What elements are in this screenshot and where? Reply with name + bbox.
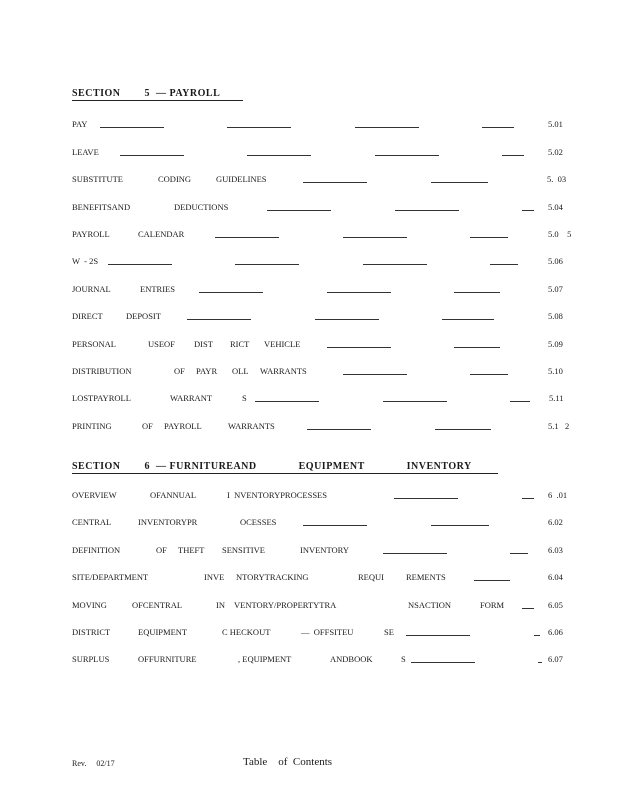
toc-entry-5-01[interactable] (72, 119, 592, 131)
page-number: 5. 03 (547, 174, 567, 184)
leader-line (431, 182, 488, 183)
toc-entry-5-05[interactable] (72, 229, 592, 241)
leader-line (327, 292, 391, 293)
page-number: 5.08 (548, 311, 563, 321)
toc-entry-label: I NVENTORYPROCESSES (227, 490, 327, 500)
toc-entry-label: SE (384, 627, 394, 637)
toc-entry-label: FORM (480, 600, 505, 610)
leader-line (406, 635, 470, 636)
toc-entry-label: INVENTORYPR (138, 517, 198, 527)
toc-entry-6-01[interactable] (72, 490, 592, 502)
page-number: 6.03 (548, 545, 563, 555)
leader-line (522, 498, 534, 499)
leader-line (235, 264, 299, 265)
leader-line (383, 553, 447, 554)
section-5-heading: SECTION 5 — PAYROLL (72, 88, 243, 101)
toc-entry-label: INVENTORY (300, 545, 349, 555)
leader-line (534, 635, 540, 636)
toc-entry-label: IN (216, 600, 225, 610)
toc-entry-label: ANDBOOK (330, 654, 373, 664)
toc-entry-label: REMENTS (406, 572, 446, 582)
leader-line (120, 155, 184, 156)
toc-entry-5-07[interactable] (72, 284, 592, 296)
toc-entry-label: , EQUIPMENT (238, 654, 292, 664)
toc-entry-label: OF (156, 545, 167, 555)
toc-entry-label: — OFFSITEU (301, 627, 354, 637)
toc-entry-5-09[interactable] (72, 339, 592, 351)
page-number: 6 .01 (548, 490, 568, 500)
page-number: 5.10 (548, 366, 563, 376)
leader-line (303, 182, 367, 183)
toc-entry-6-02[interactable] (72, 517, 592, 529)
toc-entry-label: OF (174, 366, 185, 376)
leader-line (199, 292, 263, 293)
footer-title: Table of Contents (243, 756, 333, 768)
toc-entry-5-03[interactable] (72, 174, 592, 186)
leader-line (522, 210, 534, 211)
toc-entry-5-12[interactable] (72, 421, 592, 433)
toc-entry-label: ENTRIES (140, 284, 175, 294)
leader-line (454, 292, 500, 293)
leader-line (255, 401, 319, 402)
page-number: 5.09 (548, 339, 563, 349)
revision-label: Rev. 02/17 (72, 759, 115, 768)
toc-entry-label: THEFT (178, 545, 205, 555)
toc-entry-label: PAYROLL (72, 229, 110, 239)
toc-entry-label: JOURNAL (72, 284, 111, 294)
leader-line (522, 608, 534, 609)
toc-entry-6-06[interactable] (72, 627, 592, 639)
toc-entry-label: SUBSTITUTE (72, 174, 123, 184)
leader-line (343, 374, 407, 375)
toc-entry-6-07[interactable] (72, 654, 592, 666)
toc-entry-label: LOSTPAYROLL (72, 393, 131, 403)
toc-entry-label: WARRANT (170, 393, 213, 403)
toc-entry-label: CALENDAR (138, 229, 185, 239)
leader-line (431, 525, 489, 526)
leader-line (395, 210, 459, 211)
toc-entry-label: DEFINITION (72, 545, 121, 555)
leader-line (187, 319, 251, 320)
toc-entry-label: BENEFITSAND (72, 202, 131, 212)
toc-entry-label: CENTRAL (72, 517, 112, 527)
toc-entry-label: LEAVE (72, 147, 99, 157)
leader-line (510, 401, 530, 402)
toc-entry-label: WARRANTS (260, 366, 307, 376)
toc-entry-label: W - 2S (72, 256, 99, 266)
toc-entry-5-08[interactable] (72, 311, 592, 323)
toc-entry-label: RICT (230, 339, 250, 349)
toc-entry-label: GUIDELINES (216, 174, 267, 184)
page-number: 5.04 (548, 202, 563, 212)
toc-entry-label: REQUI (358, 572, 384, 582)
page-number: 5.1 2 (548, 421, 570, 431)
page-number: 6.02 (548, 517, 563, 527)
leader-line (394, 498, 458, 499)
leader-line (215, 237, 279, 238)
leader-line (303, 525, 367, 526)
toc-entry-5-04[interactable] (72, 202, 592, 214)
leader-line (355, 127, 419, 128)
toc-entry-label: OCESSES (240, 517, 277, 527)
leader-line (227, 127, 291, 128)
toc-entry-label: OLL (232, 366, 249, 376)
page-number: 5.11 (549, 393, 564, 403)
leader-line (538, 662, 542, 663)
toc-entry-label: MOVING (72, 600, 107, 610)
toc-entry-6-03[interactable] (72, 545, 592, 557)
leader-line (307, 429, 371, 430)
toc-entry-label: OFCENTRAL (132, 600, 183, 610)
leader-line (411, 662, 475, 663)
toc-entry-label: WARRANTS (228, 421, 275, 431)
page-number: 6.07 (548, 654, 563, 664)
toc-entry-label: PAYR (196, 366, 218, 376)
toc-entry-label: NSACTION (408, 600, 451, 610)
toc-entry-label: VEHICLE (264, 339, 301, 349)
page-number: 6.05 (548, 600, 563, 610)
toc-entry-label: SITE/DEPARTMENT (72, 572, 149, 582)
toc-entry-label: INVE (204, 572, 225, 582)
toc-entry-6-05[interactable] (72, 600, 592, 612)
toc-entry-label: C HECKOUT (222, 627, 271, 637)
toc-entry-5-02[interactable] (72, 147, 592, 159)
toc-entry-label: OVERVIEW (72, 490, 117, 500)
toc-entry-label: OF (142, 421, 153, 431)
page-number: 5.02 (548, 147, 563, 157)
toc-entry-label: DIRECT (72, 311, 103, 321)
page-number: 6.06 (548, 627, 563, 637)
leader-line (267, 210, 331, 211)
leader-line (502, 155, 524, 156)
toc-entry-label: EQUIPMENT (138, 627, 188, 637)
toc-entry-label: VENTORY/PROPERTYTRA (234, 600, 337, 610)
toc-entry-label: DEDUCTIONS (174, 202, 229, 212)
toc-entry-5-11[interactable] (72, 393, 592, 405)
toc-entry-6-04[interactable] (72, 572, 592, 584)
leader-line (100, 127, 164, 128)
toc-entry-label: SENSITIVE (222, 545, 265, 555)
leader-line (327, 347, 391, 348)
toc-entry-label: DISTRIBUTION (72, 366, 132, 376)
leader-line (315, 319, 379, 320)
leader-line (470, 237, 508, 238)
toc-entry-label: DEPOSIT (126, 311, 161, 321)
leader-line (482, 127, 514, 128)
leader-line (363, 264, 427, 265)
toc-entry-label: PAYROLL (164, 421, 202, 431)
leader-line (454, 347, 500, 348)
toc-entry-label: PRINTING (72, 421, 112, 431)
section-6-heading: SECTION 6 — FURNITUREAND EQUIPMENT INVENTORY (72, 461, 498, 474)
toc-entry-label: NTORYTRACKING (236, 572, 309, 582)
leader-line (108, 264, 172, 265)
toc-entry-label: CODING (158, 174, 192, 184)
page-number: 5.0 5 (548, 229, 572, 239)
page-number: 5.07 (548, 284, 563, 294)
leader-line (474, 580, 510, 581)
toc-entry-5-10[interactable] (72, 366, 592, 378)
leader-line (470, 374, 508, 375)
leader-line (510, 553, 528, 554)
leader-line (490, 264, 518, 265)
leader-line (442, 319, 494, 320)
toc-entry-label: S (242, 393, 247, 403)
leader-line (435, 429, 491, 430)
toc-entry-label: OFFURNITURE (138, 654, 197, 664)
page-number: 5.01 (548, 119, 563, 129)
toc-entry-label: OFANNUAL (150, 490, 197, 500)
toc-entry-label: S (401, 654, 406, 664)
leader-line (247, 155, 311, 156)
toc-entry-5-06[interactable] (72, 256, 592, 268)
page-number: 5.06 (548, 256, 563, 266)
toc-entry-label: PERSONAL (72, 339, 116, 349)
leader-line (343, 237, 407, 238)
toc-entry-label: SURPLUS (72, 654, 110, 664)
toc-entry-label: DISTRICT (72, 627, 111, 637)
toc-entry-label: USEOF (148, 339, 175, 349)
leader-line (375, 155, 439, 156)
toc-entry-label: PAY (72, 119, 88, 129)
page-number: 6.04 (548, 572, 563, 582)
leader-line (383, 401, 447, 402)
toc-entry-label: DIST (194, 339, 213, 349)
